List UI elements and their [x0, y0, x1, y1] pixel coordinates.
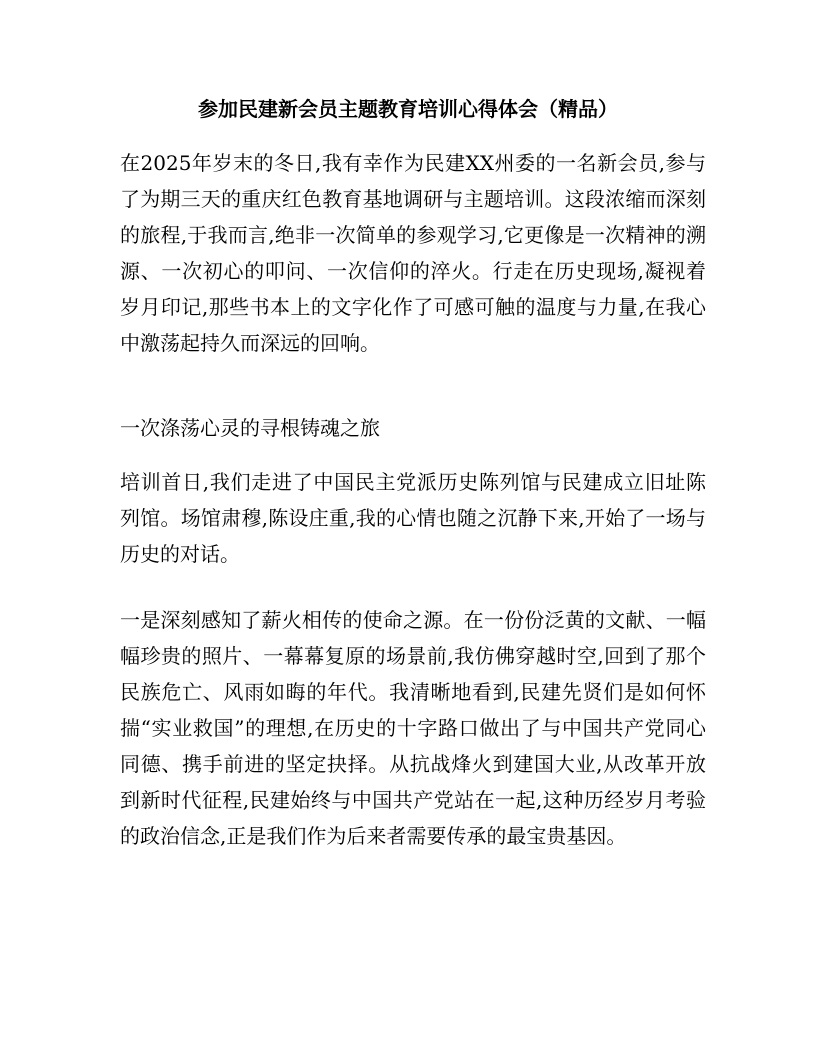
document-title: 参加民建新会员主题教育培训心得体会（精品） [198, 97, 618, 121]
paragraph-point-one: 一是深刻感知了薪火相传的使命之源。在一份份泛黄的文献、一幅幅珍贵的照片、一幕幕复原的场景前,我仿佛穿越时空,回到了那个民族危亡、风雨如晦的年代。我清晰地看到,民建先贤们是如何怀揣“实业救国”的理想,在历史的十字路口做出了与中国共产党同心同德、携手前进的坚定抉择。从抗战烽火到建国大业,从改革开放到新时代征程,民建始终与中国共产党站在一起,这种历经岁月考验的政治信念,正是我们作为后来者需要传承的最宝贵基因。 [120, 608, 706, 848]
paragraph-first-day: 培训首日,我们走进了中国民主党派历史陈列馆与民建成立旧址陈列馆。场馆肃穆,陈设庄重,我的心情也随之沉静下来,开始了一场与历史的对话。 [120, 470, 706, 566]
paragraph-intro: 在2025年岁末的冬日,我有幸作为民建XX州委的一名新会员,参与了为期三天的重庆红色教育基地调研与主题培训。这段浓缩而深刻的旅程,于我而言,绝非一次简单的参观学习,它更像是一次精神的溯源、一次初心的叩问、一次信仰的淬火。行走在历史现场,凝视着岁月印记,那些书本上的文字化作了可感可触的温度与力量,在我心中激荡起持久而深远的回响。 [120, 151, 706, 355]
section-heading: 一次涤荡心灵的寻根铸魂之旅 [120, 416, 380, 440]
